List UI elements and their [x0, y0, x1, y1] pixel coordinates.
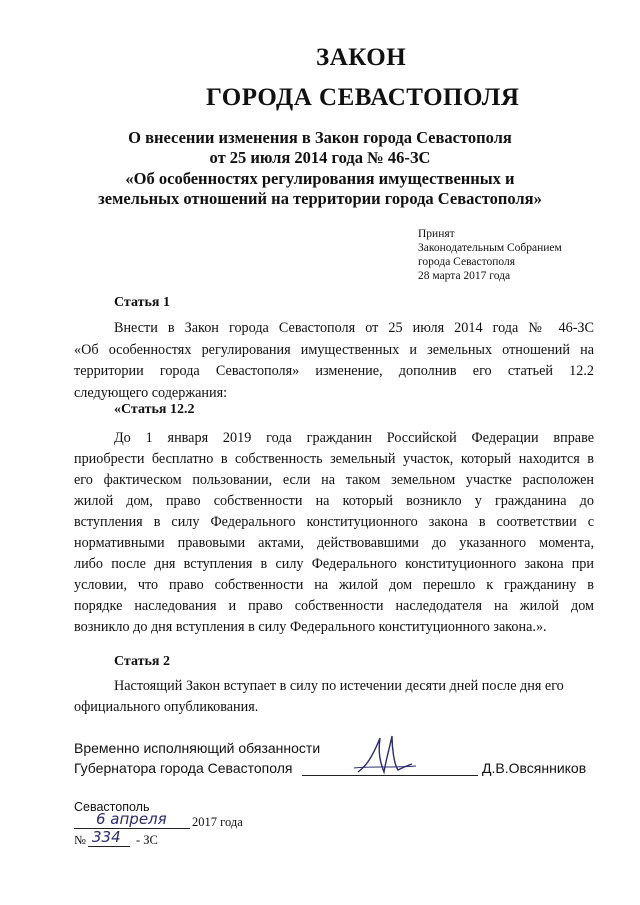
article-1-heading: Статья 1: [114, 295, 170, 310]
inserted-article-line: либо после дня вступления в силу Федерального конституционного закона при: [74, 556, 594, 572]
handwritten-signature: [350, 728, 420, 780]
inserted-article-line: условии, что право собственности на жилой дом перешло к гражданину в: [74, 577, 594, 593]
law-city-title: ГОРОДА СЕВАСТОПОЛЯ: [206, 84, 520, 111]
inserted-article-line: вступления в силу Федерального конституционного закона в соответствии с: [74, 514, 594, 530]
signatory-name: Д.В.Овсянников: [482, 760, 587, 776]
article-1-line: следующего содержания:: [74, 385, 228, 401]
inserted-article-line: возникло до дня вступления в силу Федерального конституционного закона.».: [74, 619, 547, 635]
footer-city: Севастополь: [74, 800, 150, 814]
description-line-1: О внесении изменения в Закон города Севастополя: [128, 128, 512, 147]
inserted-article-line: порядке наследования и право собственности наследодателя на жилой дом: [74, 598, 594, 614]
article-1-line: «Об особенностях регулирования имущественных и земельных отношений на: [74, 342, 594, 358]
adopted-line-4: 28 марта 2017 года: [418, 270, 511, 282]
adopted-line-1: Принят: [418, 228, 455, 240]
signatory-position-1: Временно исполняющий обязанности: [74, 740, 321, 756]
inserted-article-line: приобрести бесплатно в собственность земельный участок, который находится в: [74, 451, 594, 467]
article-1-line: Внести в Закон города Севастополя от 25 июля 2014 года № 46-ЗС: [114, 320, 594, 336]
inserted-article-line: До 1 января 2019 года гражданин Российской Федерации вправе: [114, 430, 594, 446]
article-2-line: Настоящий Закон вступает в силу по истечении десяти дней после дня его: [114, 678, 564, 694]
article-1-line: территории города Севастополя» изменение, дополнив его статьей 12.2: [74, 363, 594, 379]
footer-number-suffix: - ЗС: [136, 833, 158, 847]
inserted-article-line: нормативными правовыми актами, действовавшими до указанного момента,: [74, 535, 594, 551]
law-title: ЗАКОН: [316, 44, 407, 71]
inserted-article-line: его фактическом пользовании, если на таком земельном участке расположен: [74, 472, 594, 488]
number-underline: [88, 846, 130, 847]
footer-year: 2017 года: [192, 815, 243, 829]
signatory-position-2: Губернатора города Севастополя: [74, 760, 293, 776]
footer-date-handwritten: 6 апреля: [96, 810, 167, 828]
adopted-line-3: города Севастополя: [418, 256, 515, 268]
inserted-article-heading: «Статья 12.2: [114, 402, 195, 417]
article-2-line: официального опубликования.: [74, 699, 259, 715]
article-2-heading: Статья 2: [114, 654, 170, 669]
footer-number-prefix: №: [74, 833, 86, 847]
description-line-2: от 25 июля 2014 года № 46-ЗС: [209, 148, 431, 167]
inserted-article-line: жилой дом, право собственности на который возникло у гражданина до: [74, 493, 594, 509]
description-line-3: «Об особенностях регулирования имущественных и: [125, 169, 515, 188]
adopted-line-2: Законодательным Собранием: [418, 242, 562, 254]
description-line-4: земельных отношений на территории города Севастополя»: [98, 189, 542, 208]
footer-number-handwritten: 334: [92, 828, 121, 846]
